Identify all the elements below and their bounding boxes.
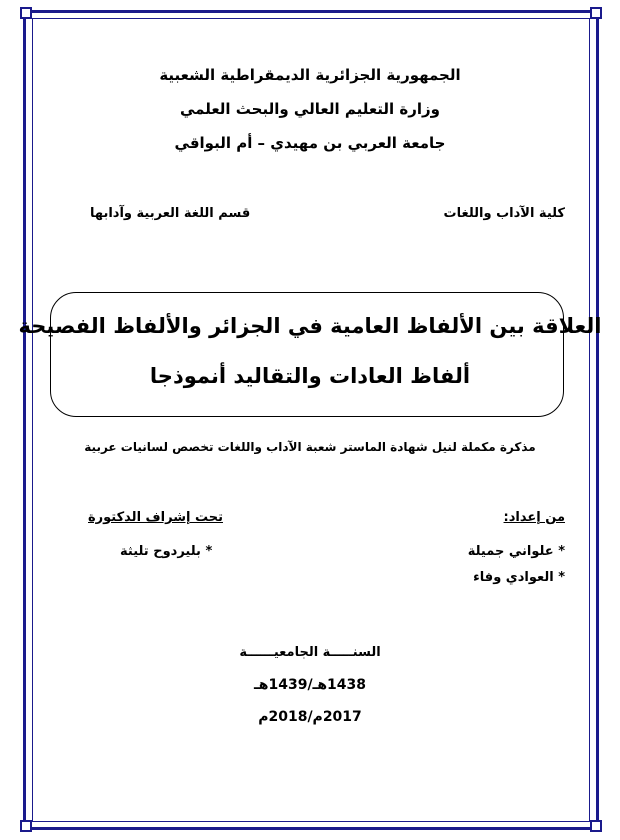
ministry-heading: وزارة التعليم العالي والبحث العلمي: [179, 100, 441, 118]
hijri-year: 1438هـ/1439هـ: [253, 677, 367, 693]
border-corner-ornament: [590, 820, 602, 832]
prepared-by-label: من إعداد:: [503, 510, 565, 525]
border-corner-ornament: [590, 7, 602, 19]
supervised-by-label: تحت إشراف الدكتورة: [88, 510, 223, 525]
gregorian-year: 2017م/2018م: [258, 709, 362, 725]
thesis-title-line2: ألفاظ العادات والتقاليد أنموذجا: [149, 364, 471, 388]
student-name: * العوادي وفاء: [473, 570, 565, 585]
border-corner-ornament: [20, 820, 32, 832]
supervisor-name: * بليردوح تليثة: [120, 544, 213, 559]
department-label: قسم اللغة العربية وآدابها: [90, 206, 251, 221]
student-name: * علواني جميلة: [467, 544, 565, 559]
thesis-title-line1: العلاقة بين الألفاظ العامية في الجزائر والألفاظ الفصيحة: [18, 314, 602, 338]
thesis-subtitle: مذكرة مكملة لنيل شهادة الماستر شعبة الآداب واللغات تخصص لسانيات عربية: [84, 440, 536, 454]
republic-heading: الجمهورية الجزائرية الديمقراطية الشعبية: [159, 66, 461, 84]
title-box: [50, 292, 564, 417]
academic-year-label: السنـــــة الجامعيــــــة: [239, 645, 381, 660]
faculty-label: كلية الآداب واللغات: [443, 206, 565, 221]
border-corner-ornament: [20, 7, 32, 19]
university-heading: جامعة العربي بن مهيدي – أم البواقي: [174, 134, 446, 152]
